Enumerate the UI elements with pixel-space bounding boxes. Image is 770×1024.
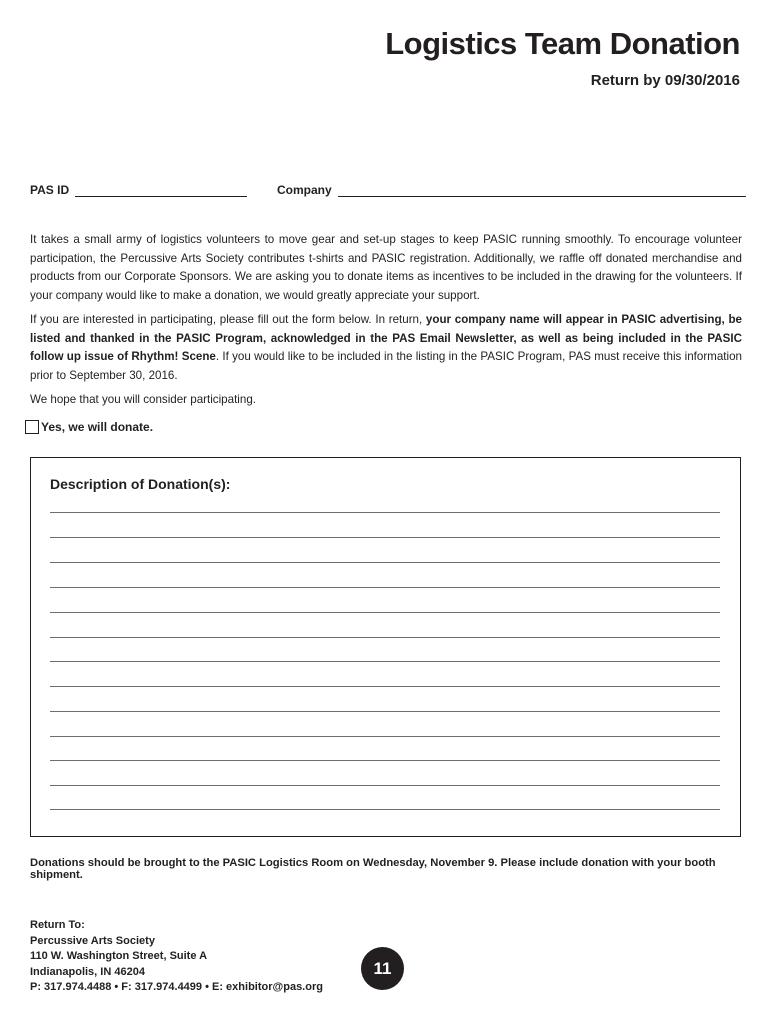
pas-id-label: PAS ID (30, 183, 70, 197)
donation-description-box (30, 457, 741, 837)
organization-name: Percussive Arts Society (30, 934, 155, 947)
description-line[interactable] (50, 785, 720, 786)
description-line[interactable] (50, 686, 720, 687)
benefits-text-bold: your company name will appear in PASIC advertising, be listed and thanked in the PASIC Program, acknowledged in the PAS Email Newsletter, as well as being included in the PASIC follow up issue of Rhythm! Scene (30, 313, 742, 363)
pas-id-field[interactable] (30, 183, 247, 197)
pas-id-input-line[interactable] (75, 185, 247, 197)
description-line[interactable] (50, 711, 720, 712)
description-line[interactable] (50, 661, 720, 662)
street-address: 110 W. Washington Street, Suite A (30, 950, 208, 962)
company-input-line[interactable] (338, 185, 746, 197)
description-line[interactable] (50, 809, 720, 810)
intro-paragraph: It takes a small army of logistics volunteers to move gear and set-up stages to keep PASIC running smoothly. To encourage volunteer participation, the Percussive Arts Society contributes t-shirts and PASIC registration. Additionally, we raffle off donated merchandise and products from our Corporate Sponsors. We are asking you to donate items as incentives to be included in the drawing for the volunteers. If your company would like to make a donation, we would greatly appreciate your support. (30, 233, 742, 302)
donation-description-label: Description of Donation(s): (50, 476, 231, 492)
description-line[interactable] (50, 760, 720, 761)
benefits-paragraph (30, 311, 742, 385)
page-title: Logistics Team Donation (385, 26, 740, 61)
donate-checkbox-label: Yes, we will donate. (41, 420, 154, 434)
return-address (30, 918, 323, 996)
company-label: Company (277, 183, 332, 197)
return-by-date: Return by 09/30/2016 (590, 72, 740, 89)
donate-checkbox-row[interactable] (25, 420, 153, 434)
company-field[interactable] (277, 183, 746, 197)
delivery-note: Donations should be brought to the PASIC Logistics Room on Wednesday, November 9. Please include donation with your booth shipment. (30, 857, 716, 881)
city-state-zip: Indianapolis, IN 46204 (30, 965, 145, 978)
contact-info: P: 317.974.4488 • F: 317.974.4499 • E: exhibitor@pas.org (30, 981, 323, 993)
benefits-text-end: . If you would like to be included in the listing in the PASIC Program, PAS must receive this information prior to September 30, 2016. (30, 350, 742, 382)
id-fields-row (30, 183, 742, 203)
description-line[interactable] (50, 637, 720, 638)
description-line[interactable] (50, 587, 720, 588)
description-line[interactable] (50, 612, 720, 613)
description-line[interactable] (50, 562, 720, 563)
donate-checkbox[interactable] (25, 420, 39, 434)
description-line[interactable] (50, 537, 720, 538)
description-line[interactable] (50, 736, 720, 737)
page-number-badge: 11 (361, 947, 404, 990)
closing-paragraph: We hope that you will consider participating. (30, 393, 256, 406)
description-line[interactable] (50, 512, 720, 513)
benefits-text-start: If you are interested in participating, please fill out the form below. In return, (30, 313, 426, 326)
return-to-heading: Return To: (30, 919, 85, 931)
